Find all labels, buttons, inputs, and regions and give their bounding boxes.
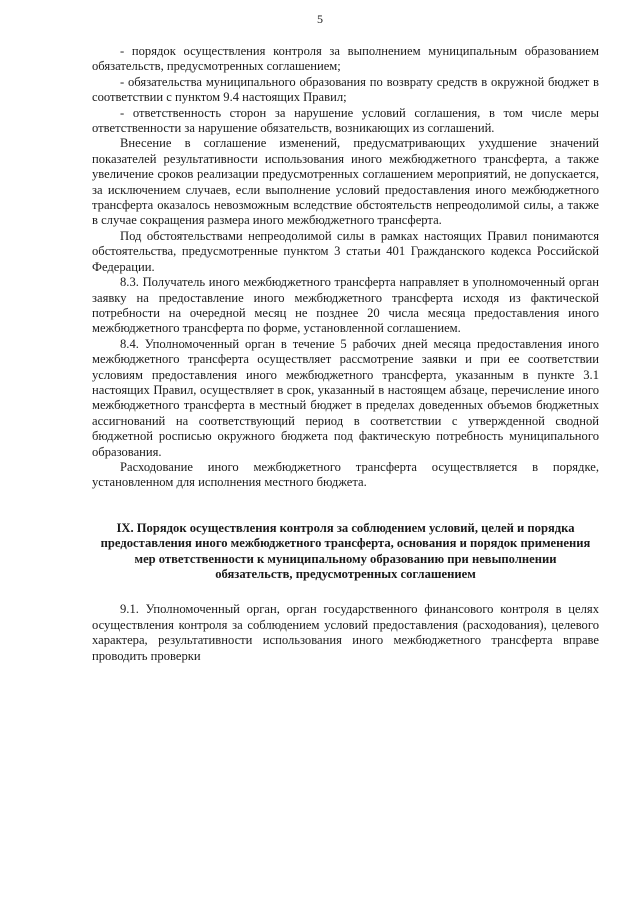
- paragraph-8-3: 8.3. Получатель иного межбюджетного трансферта направляет в уполномоченный орган заявку на предоставление иного межбюджетного трансферта исходя из фактической потребности на очередной месяц не позднее 20 числа месяца предоставления иного межбюджетного трансферта по форме, установленной соглашением.: [92, 275, 599, 336]
- page-number: 5: [317, 12, 323, 26]
- paragraph-spending: Расходование иного межбюджетного трансферта осуществляется в порядке, установленном для исполнения местного бюджета.: [92, 459, 599, 490]
- document-body: [92, 44, 599, 664]
- paragraph-9-1: 9.1. Уполномоченный орган, орган государственного финансового контроля в целях осуществления контроля за соблюдением условий предоставления (расходования), целевого характера, результативности использования иного межбюджетного трансферта вправе проводить проверки: [92, 602, 599, 663]
- section-heading-ix: IX. Порядок осуществления контроля за соблюдением условий, целей и порядка предоставления иного межбюджетного трансферта, основания и порядок применения мер ответственности к муниципальному образованию при невыполнении обязательств, предусмотренных соглашением: [100, 520, 591, 581]
- paragraph-control-procedure: - порядок осуществления контроля за выполнением муниципальным образованием обязательств, предусмотренных соглашением;: [92, 44, 599, 74]
- paragraph-amendments: Внесение в соглашение изменений, предусматривающих ухудшение значений показателей результативности использования иного межбюджетного трансферта, а также увеличение сроков реализации предусмотренных соглашением мероприятий, не допускается, за исключением случаев, если выполнение условий предоставления иного межбюджетного трансферта оказалось невозможным вследствие обстоятельств непреодолимой силы, а также в случае сокращения размера иного межбюджетного трансферта.: [92, 136, 599, 228]
- paragraph-liability: - ответственность сторон за нарушение условий соглашения, в том числе меры ответственности за нарушение обязательств, возникающих из соглашений.: [92, 105, 599, 136]
- paragraph-8-4: 8.4. Уполномоченный орган в течение 5 рабочих дней месяца предоставления иного межбюджетного трансферта осуществляет рассмотрение заявки и при ее соответствии условиям предоставления иного межбюджетного трансферта, указанным в пункте 3.1 настоящих Правил, осуществляет в срок, указанный в настоящем абзаце, перечисление иного межбюджетного трансферта в местный бюджет в пределах доведенных объемов бюджетных ассигнований на соответствующий период в соответствии с утвержденной сводной бюджетной росписью окружного бюджета под фактическую потребность муниципального образования.: [92, 336, 599, 459]
- paragraph-force-majeure: Под обстоятельствами непреодолимой силы в рамках настоящих Правил понимаются обстоятельства, предусмотренные пунктом 3 статьи 401 Гражданского кодекса Российской Федерации.: [92, 228, 599, 274]
- paragraph-refund-obligations: - обязательства муниципального образования по возврату средств в окружной бюджет в соответствии с пунктом 9.4 настоящих Правил;: [92, 74, 599, 105]
